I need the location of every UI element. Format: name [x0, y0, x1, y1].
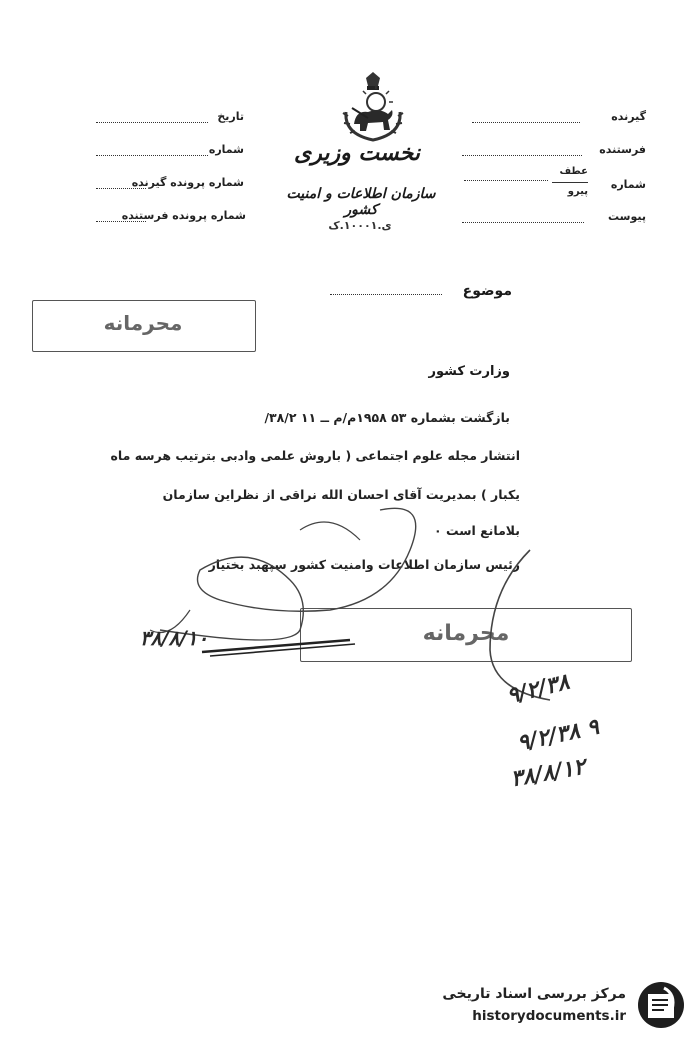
- recipient-field-line: [472, 122, 580, 123]
- document-logo-icon: [636, 980, 686, 1030]
- number-fraction-line: [552, 182, 588, 183]
- date-field-line: [96, 122, 208, 123]
- org-code: ی.۱۰۰۰۱.ک: [328, 219, 392, 232]
- subject-field-line: [330, 294, 442, 295]
- body-line-2: یکبار ) بمدیریت آقای احسان الله نراقی از نظراین سازمان: [162, 487, 520, 502]
- recipient-file-number-label: شماره پرونده گیرنده: [131, 176, 244, 189]
- attachment-label: پیوست: [608, 210, 646, 223]
- date-label: تاریخ: [217, 110, 244, 123]
- number-sub-atf: عطف: [559, 166, 588, 177]
- sender-file-number-label: شماره پرونده فرستنده: [121, 209, 246, 222]
- reference-line: بازگشت بشماره ۵۳ ۱۹۵۸م/م ــ ۱۱ ۳۸/۲/: [264, 410, 510, 425]
- sender-field-line: [462, 155, 582, 156]
- subject-label: موضوع: [462, 283, 512, 299]
- doc-number-field-line: [96, 155, 208, 156]
- handwritten-note-2: ۹/۲/۳۸ ۹: [514, 713, 602, 757]
- confidential-stamp-top: محرمانه: [32, 300, 256, 352]
- signature-line: رئیس سازمان اطلاعات وامنیت کشور سپهبد بختیار: [208, 557, 520, 572]
- handwritten-note-1: ۹/۲/۳۸: [504, 668, 572, 710]
- number-field-line: [464, 180, 548, 181]
- confidential-stamp-bottom: محرمانه: [300, 608, 632, 662]
- recipient-ministry: وزارت کشور: [428, 364, 510, 379]
- body-line-1: انتشار مجله علوم اجتماعی ( باروش علمی وادبی بترتیب هرسه ماه: [110, 448, 520, 463]
- number-sub-peyro: پیرو: [567, 186, 588, 197]
- lion-and-sun-emblem-icon: [338, 72, 408, 144]
- footer-brand: مرکز بررسی اسناد تاریخی: [442, 986, 626, 1002]
- recipient-label: گیرنده: [611, 110, 646, 123]
- recipient-file-number-line: [96, 188, 146, 189]
- org-title: نخست وزیری: [294, 140, 420, 166]
- handwritten-strike-icon: [200, 630, 360, 660]
- org-subtitle: سازمان اطلاعات و امنیت کشور: [286, 186, 436, 218]
- footer-url: historydocuments.ir: [472, 1008, 626, 1024]
- attachment-field-line: [462, 222, 584, 223]
- doc-number-label: شماره: [208, 143, 244, 156]
- number-label: شماره: [610, 178, 646, 191]
- sender-file-number-line: [96, 221, 146, 222]
- handwritten-date-bottom: ۳۸/۸/۱۲: [508, 753, 588, 793]
- body-line-3: بلامانع است ۰: [433, 523, 520, 538]
- sender-label: فرستنده: [599, 143, 646, 156]
- handwritten-date-left: ۳۸/۸/۱۰: [139, 626, 209, 650]
